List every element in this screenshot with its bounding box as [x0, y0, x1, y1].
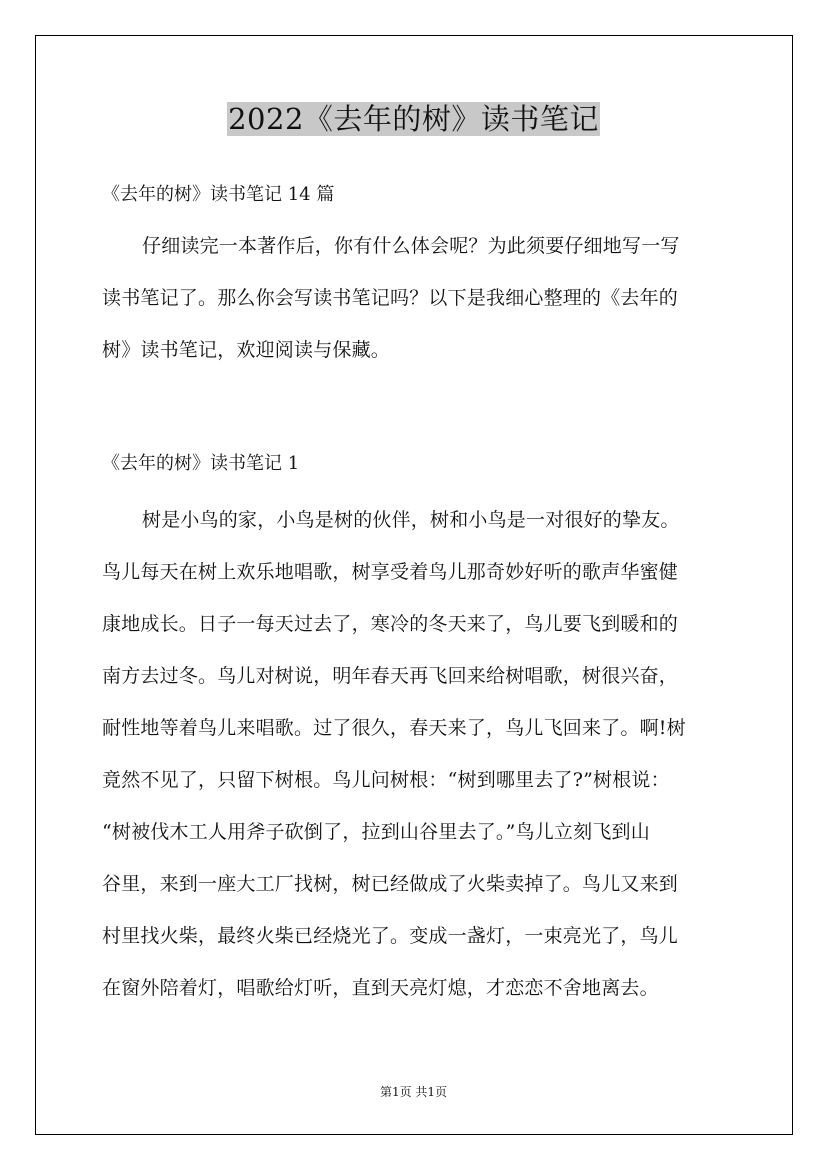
body-line: 康地成长。日子一每天过去了，寒冷的冬天来了，鸟儿要飞到暖和的 [102, 613, 679, 635]
document-title [0, 98, 827, 140]
page-footer: 第1页 共1页 [379, 1085, 448, 1099]
body-line: 竟然不见了，只留下树根。鸟儿问树根：“树到哪里去了?”树根说： [102, 769, 670, 791]
body-line: 谷里，来到一座大工厂找树，树已经做成了火柴卖掉了。鸟儿又来到 [102, 873, 679, 895]
body-line: 耐性地等着鸟儿来唱歌。过了很久，春天来了，鸟儿飞回来了。啊!树 [102, 717, 686, 739]
intro-line: 树》读书笔记，欢迎阅读与保藏。 [102, 339, 391, 361]
body-line: “树被伐木工人用斧子砍倒了，拉到山谷里去了。”鸟儿立刻飞到山 [102, 821, 650, 843]
body-line: 鸟儿每天在树上欢乐地唱歌，树享受着鸟儿那奇妙好听的歌声华蜜健 [102, 561, 679, 583]
intro-line: 仔细读完一本著作后，你有什么体会呢？为此须要仔细地写一写 [142, 235, 680, 257]
intro-paragraph [102, 220, 742, 376]
body-line: 树是小鸟的家，小鸟是树的伙伴，树和小鸟是一对很好的挚友。 [142, 509, 680, 531]
body-line: 南方去过冬。鸟儿对树说，明年春天再飞回来给树唱歌，树很兴奋， [102, 665, 679, 687]
body-line: 村里找火柴，最终火柴已经烧光了。变成一盏灯，一束亮光了，鸟儿 [102, 925, 679, 947]
document-subtitle: 《去年的树》读书笔记 14 篇 [102, 184, 335, 205]
body-line: 在窗外陪着灯，唱歌给灯听，直到天亮灯熄，才恋恋不舍地离去。 [102, 977, 659, 999]
section-heading: 《去年的树》读书笔记 1 [102, 453, 300, 474]
intro-line: 读书笔记了。那么你会写读书笔记吗？以下是我细心整理的《去年的 [102, 287, 679, 309]
document-title-text: 2022《去年的树》读书笔记 [228, 102, 599, 136]
body-paragraph [102, 494, 742, 1014]
